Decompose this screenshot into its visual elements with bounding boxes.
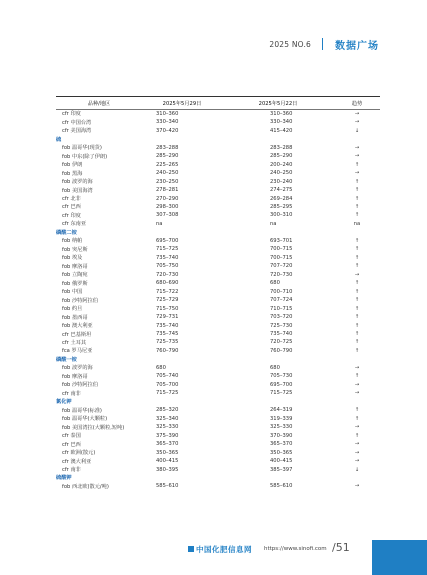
category-row: [56, 135, 380, 143]
table-row: [56, 194, 380, 202]
category-row: [56, 355, 380, 363]
category-label: 磷酸一铵: [56, 356, 77, 363]
footer-brand: 中国化肥信息网: [196, 545, 252, 554]
row-product: fca 罗马尼亚: [62, 348, 93, 355]
row-price-previous: 720–730: [270, 271, 293, 278]
table-row: [56, 304, 380, 312]
row-price-previous: 365–370: [270, 441, 293, 448]
row-product: cfr 泰国: [62, 433, 81, 440]
row-product: fob 立陶宛: [62, 272, 88, 279]
row-product: fob 摩洛哥: [62, 373, 88, 380]
row-price-current: 310–360: [156, 110, 179, 117]
row-product: fob 埃及: [62, 255, 83, 262]
category-label: 氯化钾: [56, 399, 72, 406]
table-row: [56, 296, 380, 304]
table-row: [56, 313, 380, 321]
row-product: cfr 巴西: [62, 441, 81, 448]
row-price-previous: 325–330: [270, 424, 293, 431]
row-price-previous: 720–725: [270, 339, 293, 346]
row-trend: ↑: [354, 203, 360, 210]
row-trend: na: [353, 220, 361, 227]
row-trend: ↑: [354, 314, 360, 321]
row-trend: →: [354, 441, 360, 448]
row-trend: →: [354, 424, 360, 431]
row-price-previous: 710–715: [270, 305, 293, 312]
row-price-current: 298–300: [156, 203, 179, 210]
row-product: fob 纳帕: [62, 238, 83, 245]
row-price-previous: 715–725: [270, 390, 293, 397]
row-trend: ↑: [354, 432, 360, 439]
row-price-current: 680: [156, 364, 166, 371]
row-trend: ↑: [354, 322, 360, 329]
row-trend: →: [354, 110, 360, 117]
table-row: [56, 465, 380, 473]
page-header: [0, 36, 427, 56]
table-row: [56, 381, 380, 389]
row-price-previous: 703–720: [270, 314, 293, 321]
table-row: [56, 152, 380, 160]
row-price-previous: 695–700: [270, 381, 293, 388]
row-price-previous: 283–288: [270, 144, 293, 151]
row-price-previous: 319–339: [270, 415, 293, 422]
row-trend: ↑: [354, 246, 360, 253]
row-price-previous: 700–715: [270, 246, 293, 253]
row-product: fob 约旦: [62, 306, 83, 313]
category-label: 硫: [56, 136, 62, 143]
row-product: fob 温哥华(现货): [62, 145, 102, 152]
row-trend: ↑: [354, 407, 360, 414]
row-price-previous: 400–415: [270, 458, 293, 465]
table-row: [56, 372, 380, 380]
row-trend: ↑: [354, 161, 360, 168]
row-price-current: 760–790: [156, 347, 179, 354]
table-body: [56, 110, 380, 491]
category-row: [56, 474, 380, 482]
table-row: [56, 389, 380, 397]
row-product: fob 西北欧(散元/吨): [62, 483, 109, 490]
row-price-current: 380–395: [156, 466, 179, 473]
row-price-current: 330–340: [156, 119, 179, 126]
row-trend: ↑: [354, 280, 360, 287]
row-product: cfr 土耳其: [62, 339, 87, 346]
table-row: [56, 347, 380, 355]
table-row: [56, 169, 380, 177]
col-header-trend: 趋势: [351, 100, 363, 107]
price-table: [56, 96, 380, 491]
row-trend: ↑: [354, 415, 360, 422]
table-row: [56, 457, 380, 465]
row-product: fob 伊朗: [62, 162, 83, 169]
row-trend: →: [354, 458, 360, 465]
row-product: fob 摩洛哥: [62, 263, 88, 270]
row-product: cfr 东南亚: [62, 221, 87, 228]
row-product: fob 沙特阿拉伯: [62, 382, 98, 389]
row-price-current: 680–690: [156, 280, 179, 287]
row-price-previous: 705–730: [270, 373, 293, 380]
table-row: [56, 177, 380, 185]
table-row: [56, 211, 380, 219]
row-price-current: 735–740: [156, 254, 179, 261]
row-price-current: 225–265: [156, 161, 179, 168]
row-product: fob 澳大利亚: [62, 323, 93, 330]
row-price-previous: na: [270, 220, 277, 227]
row-trend: →: [354, 144, 360, 151]
row-trend: →: [354, 483, 360, 490]
table-row: [56, 321, 380, 329]
row-price-previous: 415–420: [270, 127, 293, 134]
row-trend: ↑: [354, 263, 360, 270]
row-trend: ↑: [354, 178, 360, 185]
row-price-previous: 693–701: [270, 237, 293, 244]
row-trend: ↑: [354, 195, 360, 202]
table-row: [56, 203, 380, 211]
row-price-current: 285–320: [156, 407, 179, 414]
table-row: [56, 431, 380, 439]
row-product: fob 美国湾拉(大颗粒,短吨): [62, 424, 125, 431]
footer-url[interactable]: https://www.sinofi.com: [264, 546, 327, 552]
row-product: cfr 印度: [62, 111, 81, 118]
row-price-current: 283–288: [156, 144, 179, 151]
table-row: [56, 237, 380, 245]
row-price-previous: 707–720: [270, 263, 293, 270]
row-price-previous: 707–724: [270, 297, 293, 304]
row-price-previous: 274–275: [270, 187, 293, 194]
category-row: [56, 398, 380, 406]
row-product: cfr 美国海湾: [62, 128, 92, 135]
row-trend: ↑: [354, 305, 360, 312]
row-price-previous: 300–310: [270, 212, 293, 219]
row-price-current: 715–725: [156, 246, 179, 253]
row-trend: →: [354, 449, 360, 456]
row-price-current: 725–735: [156, 339, 179, 346]
row-product: cfr 南非: [62, 390, 81, 397]
row-product: cfr 南非: [62, 467, 81, 474]
row-price-current: 695–700: [156, 237, 179, 244]
category-row: [56, 228, 380, 236]
table-row: [56, 338, 380, 346]
col-header-date1: 2025年5月29日: [162, 100, 202, 107]
row-price-previous: 700–715: [270, 254, 293, 261]
row-price-previous: 370–390: [270, 432, 293, 439]
row-price-current: 585–610: [156, 483, 179, 490]
row-trend: ↑: [354, 339, 360, 346]
row-trend: ↑: [354, 237, 360, 244]
row-product: cfr 北非: [62, 196, 81, 203]
row-price-previous: 700–710: [270, 288, 293, 295]
row-price-current: 400–415: [156, 458, 179, 465]
table-row: [56, 245, 380, 253]
row-price-current: 370–420: [156, 127, 179, 134]
table-row: [56, 160, 380, 168]
row-trend: ↓: [354, 127, 360, 134]
category-label: 硫酸钾: [56, 475, 72, 482]
row-trend: →: [354, 364, 360, 371]
table-row: [56, 279, 380, 287]
row-price-current: 735–740: [156, 322, 179, 329]
row-product: fob 中东(除了伊朗): [62, 153, 108, 160]
row-price-current: 350–365: [156, 449, 179, 456]
row-price-previous: 230–240: [270, 178, 293, 185]
table-row: [56, 423, 380, 431]
row-price-previous: 585–610: [270, 483, 293, 490]
brand-square-icon: [188, 546, 194, 552]
row-price-previous: 680: [270, 364, 280, 371]
table-row: [56, 482, 380, 490]
row-product: fob 美国海湾: [62, 187, 93, 194]
row-product: fob 俄罗斯: [62, 280, 88, 287]
row-product: cfr 欧洲(散元): [62, 450, 96, 457]
row-price-current: 705–750: [156, 263, 179, 270]
row-trend: ↑: [354, 187, 360, 194]
row-price-current: 715–722: [156, 288, 179, 295]
row-price-current: 278–281: [156, 187, 179, 194]
col-header-product: 品种/地区: [87, 100, 111, 107]
table-row: [56, 127, 380, 135]
row-price-current: 365–370: [156, 441, 179, 448]
category-label: 磷酸二铵: [56, 229, 77, 236]
row-price-current: 720–730: [156, 271, 179, 278]
row-price-current: na: [156, 220, 163, 227]
row-price-current: 285–290: [156, 153, 179, 160]
row-trend: →: [354, 381, 360, 388]
row-price-previous: 760–790: [270, 347, 293, 354]
table-row: [56, 414, 380, 422]
row-trend: →: [354, 170, 360, 177]
row-price-previous: 330–340: [270, 119, 293, 126]
row-product: cfr 印度: [62, 212, 81, 219]
row-trend: ↑: [354, 373, 360, 380]
row-price-current: 240–250: [156, 170, 179, 177]
row-price-previous: 735–740: [270, 331, 293, 338]
row-price-previous: 269–284: [270, 195, 293, 202]
row-price-current: 375–390: [156, 432, 179, 439]
row-price-current: 230–250: [156, 178, 179, 185]
issue-number: 2025 NO.6: [269, 40, 311, 49]
table-row: [56, 262, 380, 270]
row-trend: ↑: [354, 288, 360, 295]
row-price-current: 725–729: [156, 297, 179, 304]
header-divider: [322, 38, 323, 50]
row-price-current: 270–290: [156, 195, 179, 202]
row-price-current: 715–750: [156, 305, 179, 312]
row-product: fob 温哥华(标准): [62, 407, 102, 414]
table-row: [56, 330, 380, 338]
row-trend: ↑: [354, 347, 360, 354]
row-product: fob 突尼斯: [62, 246, 88, 253]
row-price-previous: 200–240: [270, 161, 293, 168]
row-price-current: 307–308: [156, 212, 179, 219]
row-price-previous: 264–319: [270, 407, 293, 414]
row-price-previous: 240–250: [270, 170, 293, 177]
row-price-previous: 285–295: [270, 203, 293, 210]
row-trend: →: [354, 390, 360, 397]
row-product: fob 温哥华(大颗粒): [62, 416, 108, 423]
row-trend: →: [354, 119, 360, 126]
table-row: [56, 143, 380, 151]
table-row: [56, 254, 380, 262]
row-price-previous: 310–360: [270, 110, 293, 117]
row-trend: ↑: [354, 212, 360, 219]
row-product: cfr 澳大利亚: [62, 458, 92, 465]
page-number: /51: [332, 541, 350, 554]
footer-color-block: [372, 540, 427, 575]
row-trend: ↑: [354, 331, 360, 338]
row-trend: →: [354, 153, 360, 160]
row-price-current: 325–340: [156, 415, 179, 422]
row-product: fob 沙特阿拉伯: [62, 297, 98, 304]
col-header-date2: 2025年5月22日: [258, 100, 298, 107]
row-price-current: 715–725: [156, 390, 179, 397]
table-row: [56, 448, 380, 456]
table-row: [56, 110, 380, 118]
row-product: cfr 巴西: [62, 204, 81, 211]
row-trend: →: [354, 271, 360, 278]
table-row: [56, 440, 380, 448]
row-product: cfr 中国台湾: [62, 119, 92, 126]
row-trend: ↑: [354, 254, 360, 261]
row-price-current: 705–700: [156, 381, 179, 388]
table-header: [56, 97, 380, 109]
row-price-previous: 725–730: [270, 322, 293, 329]
table-row: [56, 364, 380, 372]
row-price-previous: 385–397: [270, 466, 293, 473]
row-price-current: 729–731: [156, 314, 179, 321]
table-row: [56, 118, 380, 126]
table-row: [56, 287, 380, 295]
row-product: fob 黑海: [62, 170, 83, 177]
row-price-previous: 680: [270, 280, 280, 287]
row-price-previous: 285–290: [270, 153, 293, 160]
page-footer: [0, 540, 427, 575]
row-product: fob 波罗的海: [62, 365, 93, 372]
table-row: [56, 220, 380, 228]
table-row: [56, 271, 380, 279]
table-row: [56, 406, 380, 414]
row-product: fob 墨西哥: [62, 314, 88, 321]
table-row: [56, 186, 380, 194]
row-trend: ↑: [354, 297, 360, 304]
row-price-previous: 350–365: [270, 449, 293, 456]
row-price-current: 705–740: [156, 373, 179, 380]
row-price-current: 735–745: [156, 331, 179, 338]
row-trend: ↓: [354, 466, 360, 473]
row-price-current: 325–330: [156, 424, 179, 431]
row-product: fob 波罗的海: [62, 179, 93, 186]
row-product: cfr 巴基斯坦: [62, 331, 92, 338]
section-title: 数据广场: [335, 41, 379, 52]
row-product: fob 中国: [62, 289, 83, 296]
